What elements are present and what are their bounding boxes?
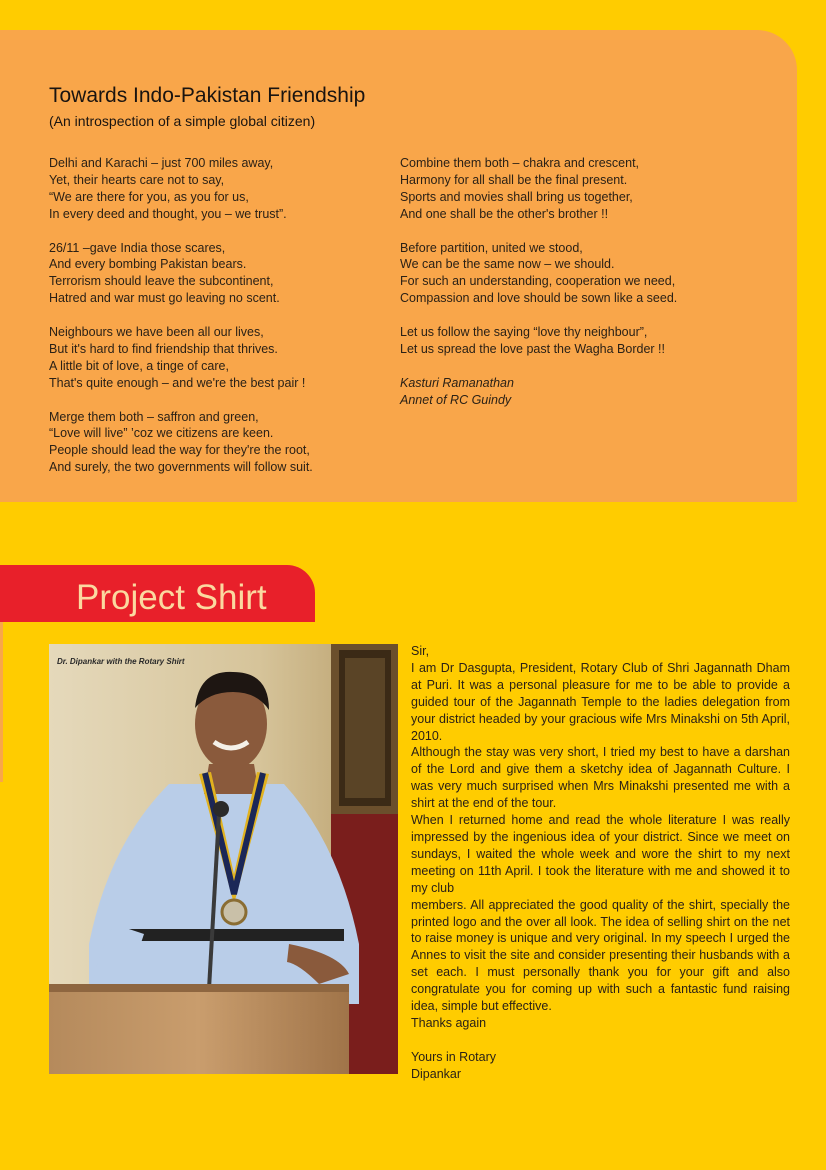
letter-paragraph: When I returned home and read the whole literature I was really impressed by the ingenious idea of your district. Since we meet on sundays, I waited the whole week and wore the shirt to my next meeting on 11th April. I took the literature with me and showed it to my club: [411, 813, 790, 895]
poem-signature: [400, 375, 730, 409]
letter-paragraph: Although the stay was very short, I tried my best to have a darshan of the Lord and give them a sketchy idea of Jagannath Culture. I was very much surprised when Mrs Minakshi presented me with a shirt at the end of the tour.: [411, 745, 790, 811]
poem-line: “We are there for you, as you for us,: [49, 189, 249, 204]
poem-stanza: [400, 324, 730, 358]
letter-signature: Dipankar: [411, 1066, 462, 1081]
poem-line: Compassion and love should be sown like a seed.: [400, 291, 678, 306]
poem-subtitle: (An introspection of a simple global citizen): [49, 113, 316, 129]
poem-stanza: [49, 324, 379, 392]
poem-stanza: [49, 155, 379, 223]
poem-line: Yet, their hearts care not to say,: [49, 172, 225, 187]
letter-paragraph: I am Dr Dasgupta, President, Rotary Club of Shri Jagannath Dham at Puri. It was a personal pleasure for me to be able to provide a guided tour of the Jagannath Temple to the ladies delegation from your district headed by your gracious wife Mrs Minakshi on 5th April, 2010.: [411, 660, 790, 743]
poem-line: Terrorism should leave the subcontinent,: [49, 274, 274, 289]
poem-line: Merge them both – saffron and green,: [49, 409, 259, 424]
poem-column-right: [400, 155, 730, 409]
poem-line: Neighbours we have been all our lives,: [49, 325, 264, 340]
letter-salutation: Sir,: [411, 644, 430, 658]
poem-line: And surely, the two governments will follow suit.: [49, 460, 313, 475]
poem-stanza: [49, 240, 379, 308]
letter-closing: Yours in Rotary: [411, 1049, 496, 1064]
poem-author: Kasturi Ramanathan: [400, 375, 514, 390]
poem-line: “Love will live” ’coz we citizens are keen.: [49, 426, 274, 441]
poem-line: 26/11 –gave India those scares,: [49, 240, 226, 255]
poem-line: Harmony for all shall be the final present.: [400, 172, 628, 187]
poem-line: And every bombing Pakistan bears.: [49, 257, 247, 272]
poem-line: We can be the same now – we should.: [400, 257, 615, 272]
poem-line: And one shall be the other's brother !!: [400, 206, 609, 221]
poem-line: Let us follow the saying “love thy neighbour”,: [400, 325, 648, 340]
poem-line: Delhi and Karachi – just 700 miles away,: [49, 156, 274, 170]
poem-line: But it's hard to find friendship that thrives.: [49, 341, 278, 356]
poem-stanza: [49, 409, 379, 477]
poem-line: For such an understanding, cooperation we need,: [400, 274, 676, 289]
poem-stanza: [400, 240, 730, 308]
poem-column-left: [49, 155, 379, 493]
letter-gap: [411, 1032, 790, 1049]
poem-line: Combine them both – chakra and crescent,: [400, 156, 640, 170]
poem-title: Towards Indo-Pakistan Friendship: [49, 84, 366, 107]
poem-line: Hatred and war must go leaving no scent.: [49, 291, 280, 306]
letter-thanks: Thanks again: [411, 1015, 487, 1030]
section-title: Project Shirt: [76, 578, 267, 617]
poem-line: Sports and movies shall bring us together,: [400, 189, 633, 204]
poem-stanza: [400, 155, 730, 223]
poem-line: Let us spread the love past the Wagha Border !!: [400, 341, 665, 356]
poem-line: A little bit of love, a tinge of care,: [49, 358, 229, 373]
poem-author-affiliation: Annet of RC Guindy: [400, 392, 512, 407]
side-strip: [0, 622, 3, 782]
poem-line: Before partition, united we stood,: [400, 240, 583, 255]
poem-line: That's quite enough – and we're the best pair !: [49, 375, 306, 390]
poem-line: In every deed and thought, you – we trust”.: [49, 206, 287, 221]
poem-line: People should lead the way for they're the root,: [49, 443, 310, 458]
speaker-photo: [49, 644, 398, 1074]
speaker-illustration: [49, 644, 398, 1074]
letter-paragraph: members. All appreciated the good quality of the shirt, specially the printed logo and the over all look. The idea of selling shirt on the net to raise money is unique and very original. In my speech I urged the Annes to visit the site and consider presenting their husbands with a set each. I must personally thank you for your gift and also congratulate you for coming up with such a fantastic fund raising idea, simple but effective.: [411, 897, 790, 1014]
photo-caption: Dr. Dipankar with the Rotary Shirt: [57, 657, 185, 666]
letter-body: [411, 643, 790, 1083]
